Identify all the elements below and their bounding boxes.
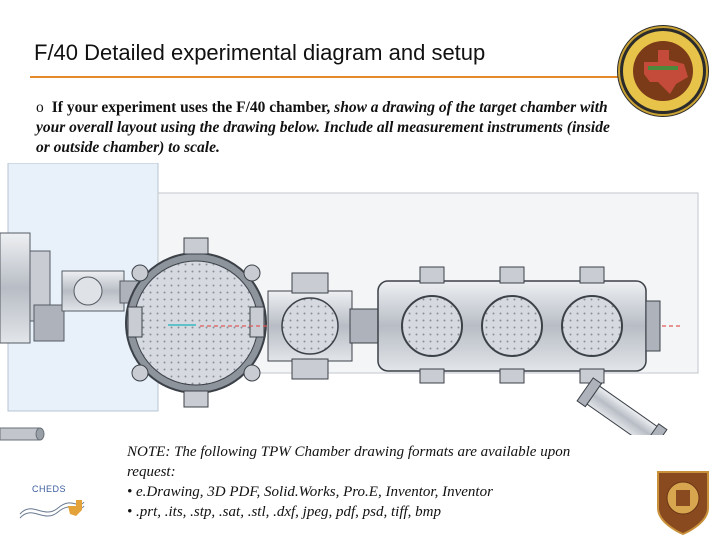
- texas-logo-icon: [614, 22, 712, 120]
- beamline-pipe: [0, 424, 50, 444]
- note-line: • e.Drawing, 3D PDF, Solid.Works, Pro.E, Inventor, Inventor: [127, 484, 493, 500]
- bullet-lead-text: If your experiment uses the F/40 chamber,: [51, 99, 331, 116]
- note-line: request:: [127, 464, 176, 480]
- instruction-bullet: [36, 98, 621, 158]
- cheds-label: CHEDS: [32, 484, 67, 494]
- bullet-marker: o: [36, 99, 44, 116]
- bullet-body-text: show a drawing of the target chamber with your overall layout using the drawing below. Include all measurement instruments (inside or outside chamber) to scale.: [36, 99, 610, 156]
- note-line: NOTE: The following TPW Chamber drawing formats are available upon: [127, 444, 571, 460]
- f40-chamber-drawing: [0, 163, 700, 435]
- formats-note: [127, 442, 647, 522]
- slide-title: F/40 Detailed experimental diagram and setup: [34, 40, 486, 65]
- title-divider: [30, 76, 630, 78]
- note-line: • .prt, .its, .stp, .sat, .stl, .dxf, jpeg, pdf, psd, tiff, bmp: [127, 504, 442, 520]
- university-seal-icon: [650, 468, 716, 536]
